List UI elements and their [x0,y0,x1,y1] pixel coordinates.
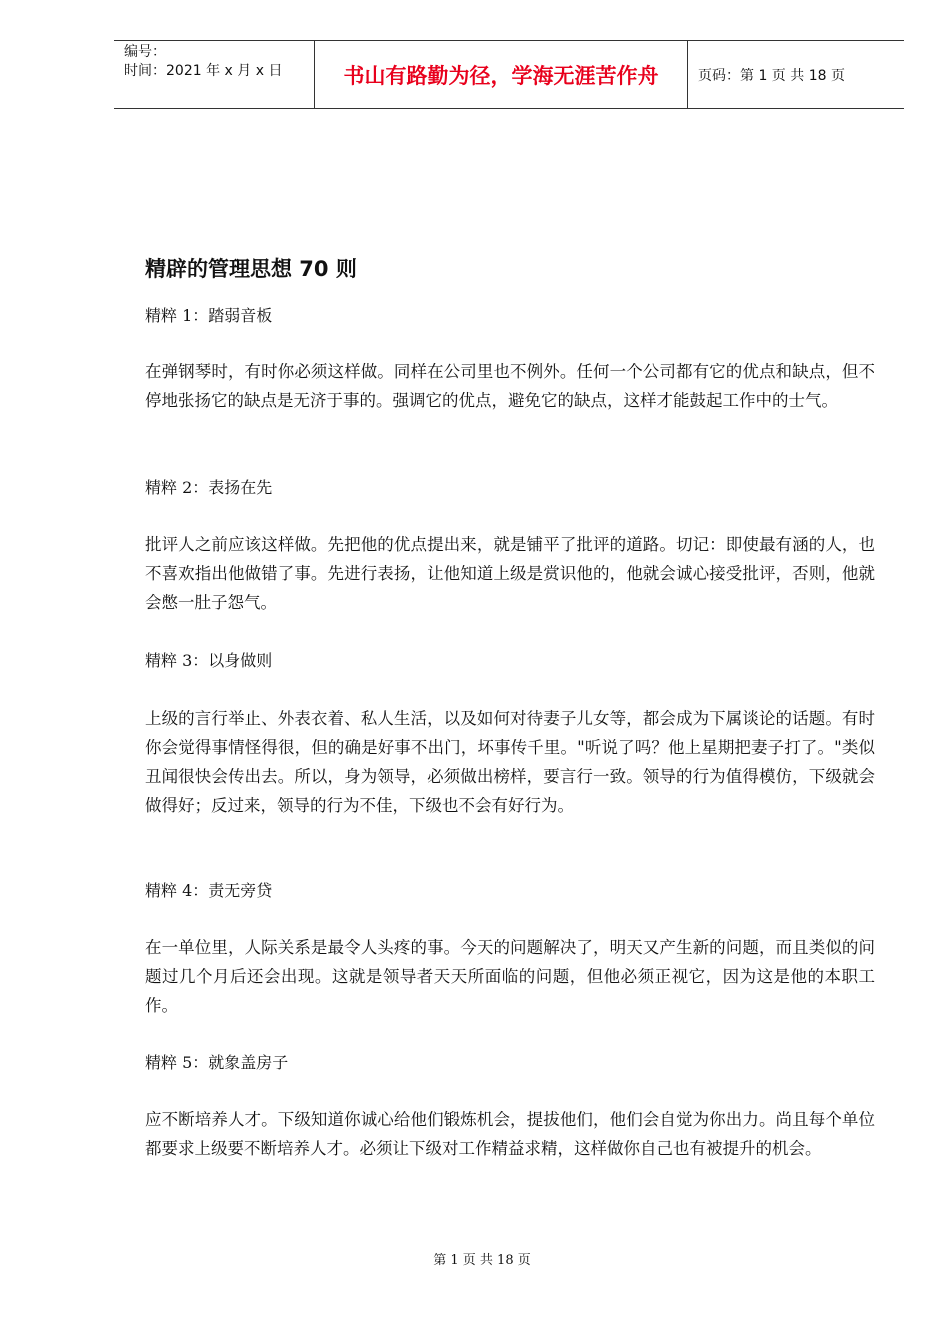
header-meta [114,41,314,108]
document-title: 精辟的管理思想 70 则 [145,257,357,281]
header-page-info: 页码：第 1 页 共 18 页 [698,67,845,84]
header-motto: 书山有路勤为径，学海无涯苦作舟 [314,41,688,108]
section-body: 上级的言行举止、外表衣着、私人生活，以及如何对待妻子儿女等，都会成为下属谈论的话题。有时你会觉得事情怪得很，但的确是好事不出门，坏事传千里。"听说了吗？他上星期把妻子打了。"类似丑闻很快会传出去。所以，身为领导，必须做出榜样，要言行一致。领导的行为值得模仿，下级就会做得好；反过来，领导的行为不佳，下级也不会有好行为。 [145,709,875,815]
section-heading: 精粹 1：踏弱音板 [145,306,273,325]
page-footer: 第 1 页 共 18 页 [433,1253,531,1268]
serial-number-label: 编号： [124,44,166,60]
page-header [114,40,904,109]
section-heading: 精粹 5：就象盖房子 [145,1053,289,1072]
section-heading: 精粹 2：表扬在先 [145,478,273,497]
section-heading: 精粹 4：责无旁贷 [145,881,273,900]
section-body: 批评人之前应该这样做。先把他的优点提出来，就是铺平了批评的道路。切记：即使最有涵的人，也不喜欢指出他做错了事。先进行表扬，让他知道上级是赏识他的，他就会诚心接受批评，否则，他就会憋一肚子怨气。 [145,535,875,612]
time-label: 时间：2021 年 x 月 x 日 [124,63,283,79]
section-body: 应不断培养人才。下级知道你诚心给他们锻炼机会，提拔他们，他们会自觉为你出力。尚且每个单位都要求上级要不断培养人才。必须让下级对工作精益求精，这样做你自己也有被提升的机会。 [145,1110,875,1158]
section-body: 在一单位里，人际关系是最令人头疼的事。今天的问题解决了，明天又产生新的问题，而且类似的问题过几个月后还会出现。这就是领导者天天所面临的问题，但他必须正视它，因为这是他的本职工作。 [145,938,875,1015]
section-body: 在弹钢琴时，有时你必须这样做。同样在公司里也不例外。任何一个公司都有它的优点和缺点，但不停地张扬它的缺点是无济于事的。强调它的优点，避免它的缺点，这样才能鼓起工作中的士气。 [145,362,875,410]
section-heading: 精粹 3：以身做则 [145,651,273,670]
